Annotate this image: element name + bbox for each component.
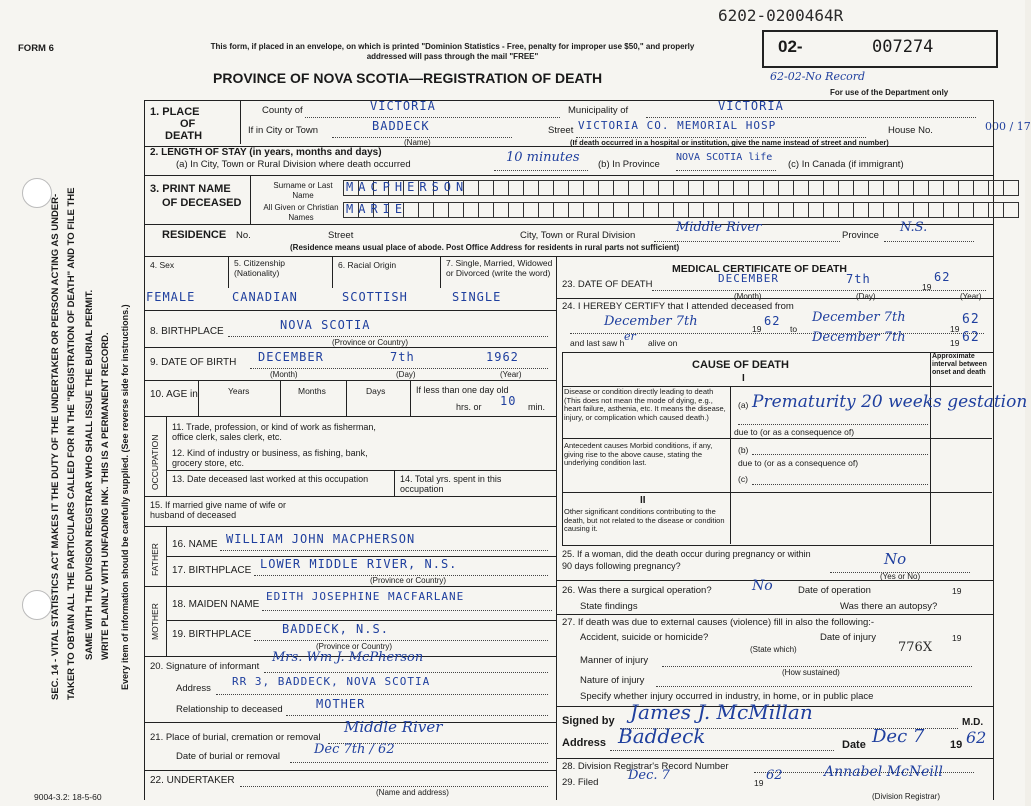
label-antecedent: Antecedent causes Morbid conditions, if any, giving rise to the above cause, stating the underlying condition last. [564,441,713,467]
label-months: Months [298,386,326,396]
mother-maiden-value: EDITH JOSEPHINE MACFARLANE [266,590,465,603]
label-municipality: Municipality of [568,105,629,116]
top-handwritten-number: 6202-0200464R [718,6,844,25]
given-value: MARIE [346,202,408,216]
label-of: OF [180,118,196,130]
label-filed: 29. Filed [562,777,599,788]
label-place: 1. PLACE [150,106,200,118]
label-how: (How sustained) [782,668,840,677]
label-name-address: (Name and address) [376,788,449,797]
label-signed-by: Signed by [562,715,615,727]
label-due-to-b: due to (or as a consequence of) [738,458,859,468]
registration-note: 62-02-No Record [770,70,866,83]
label-in-province: (b) In Province [598,159,660,170]
punch-hole-top [22,178,52,208]
manner-code: 776X [898,640,933,655]
street-value: VICTORIA CO. MEMORIAL HOSP [578,119,777,132]
label-md: M.D. [962,717,984,728]
attended-from-year: 62 [764,314,781,328]
label-marital: 7. Single, Married, Widowed or Divorced (write the word) [446,258,553,278]
father-birth-value: LOWER MIDDLE RIVER, N.S. [260,557,458,571]
relationship-value: MOTHER [316,697,366,711]
death-day-value: 7th [846,272,871,286]
roman-two: II [640,495,646,506]
label-burial-date: Date of burial or removal [176,751,281,762]
label-informant: 20. Signature of informant [150,661,260,672]
medical-title: MEDICAL CERTIFICATE OF DEATH [672,263,847,275]
sign-date-value: Dec 7 [872,726,925,747]
county-value: VICTORIA [370,99,436,113]
dob-day-value: 7th [390,350,415,364]
label-date-death: 23. DATE OF DEATH [562,279,653,290]
label-mother-maiden: 18. MAIDEN NAME [172,599,260,610]
label-mother: MOTHER [150,603,160,640]
envelope-note: This form, if placed in an envelope, on which is printed "Dominion Statistics - Free, penalty for improper use $50," and properly addressed will pass through the mail "FREE" [210,42,695,61]
print-code: 9004-3.2: 18-5-60 [34,792,102,802]
label-death-year: (Year) [960,292,982,301]
label-in-city: (a) In City, Town or Rural Division where death occurred [176,159,411,170]
label-yes-no: (Yes or No) [880,572,921,581]
dob-month-value: DECEMBER [258,350,324,364]
surname-value: MACPHERSON [346,180,469,194]
label-years: Years [228,386,250,396]
registrar-signature: Annabel McNeill [824,764,943,780]
label-death: DEATH [165,130,203,142]
label-father: FATHER [150,543,160,576]
informant-address-value: RR 3, BADDECK, NOVA SCOTIA [232,675,431,688]
label-last-19: 19 [950,338,960,348]
label-trade: 11. Trade, profession, or kind of work as fisherman, office clerk, sales clerk, etc. [172,422,376,442]
label-informant-address: Address [176,683,211,694]
label-op-19: 19 [952,586,962,596]
surgical-value: No [752,578,773,594]
sex-value: FEMALE [146,290,196,304]
label-date-injury: Date of injury [820,632,876,643]
label-father-name: 16. NAME [172,539,218,550]
dept-use-note: For use of the Department only [830,88,949,97]
citizenship-value: CANADIAN [232,290,298,304]
roman-one: I [742,373,745,384]
label-length-stay: 2. LENGTH OF STAY (in years, months and days) [150,147,382,158]
label-less-day: If less than one day old [416,385,509,395]
residence-note: (Residence means usual place of abode. Post Office Address for residents in rural parts not sufficient) [290,243,680,252]
label-birthplace: 8. BIRTHPLACE [150,326,224,337]
label-print-name: 3. PRINT NAME [150,183,231,195]
city-value: BADDECK [372,119,430,133]
label-city-rural: City, Town or Rural Division [520,230,636,241]
attended-from-value: December 7th [604,314,698,329]
label-state-which: (State which) [750,645,797,654]
side-note-4: WRITE PLAINLY WITH UNFADING INK. THIS IS A PERMANENT RECORD. [100,332,111,660]
label-other-sig: Other significant conditions contributing to the death, but not related to the disease or condition causing it. [564,507,725,533]
res-city-value: Middle River [676,220,762,235]
doctor-address-value: Baddeck [618,724,706,748]
label-alive-on: alive on [648,338,678,348]
burial-place-value: Middle River [344,718,443,736]
label-death-19: 19 [922,282,932,292]
sign-year-value: 62 [966,728,987,747]
label-div-record: 28. Division Registrar's Record Number [562,761,729,772]
side-note-1: SEC. 14 - VITAL STATISTICS ACT MAKES IT THE DUTY OF THE UNDERTAKER OR PERSON ACTING AS UNDER- [50,193,61,700]
label-specify: Specify whether injury occurred in industry, in home, or in public place [580,691,874,702]
hospital-note: (If death occurred in a hospital or institution, give the name instead of street and number) [570,138,889,147]
label-woman: 25. If a woman, did the death occur during pregnancy or within 90 days following pregnancy? [562,549,811,571]
label-no: No. [236,230,251,241]
label-from-19: 19 [752,324,762,334]
res-province-value: N.S. [900,220,928,235]
label-hrs: hrs. or [456,402,482,412]
municipality-value: VICTORIA [718,99,784,113]
form-number: FORM 6 [18,43,54,54]
label-mother-birth: 19. BIRTHPLACE [172,629,252,640]
label-surname: Surname or Last Name [273,181,333,200]
label-due-to-a: due to (or as a consequence of) [734,427,855,437]
label-burial-place: 21. Place of burial, cremation or removal [150,732,321,743]
cause-title: CAUSE OF DEATH [692,359,789,371]
registration-prefix: 02- [778,37,803,56]
filed-date-value: Dec. 7 [628,768,670,783]
label-last-worked: 13. Date deceased last worked at this occupation [172,474,369,484]
label-street: Street [548,125,574,136]
label-province: Province [842,230,879,241]
last-saw-suffix: er [624,330,636,343]
cause-a-value: Prematurity 20 weeks gestation [752,392,1028,412]
label-surgical: 26. Was there a surgical operation? [562,585,712,596]
label-undertaker: 22. UNDERTAKER [150,775,235,786]
label-doc-address: Address [562,737,607,749]
label-c: (c) [738,474,748,484]
label-dob: 9. DATE OF BIRTH [150,357,237,368]
label-death-day: (Day) [856,292,876,301]
dob-year-value: 1962 [486,350,519,364]
label-wife: 15. If married give name of wife or husband of deceased [150,500,287,520]
label-citizenship: 5. Citizenship (Nationality) [234,258,286,278]
death-month-value: DECEMBER [718,272,779,285]
birthplace-value: NOVA SCOTIA [280,318,371,332]
margin-mark: 000 / 17 [985,120,1031,133]
label-prov-country-19: (Province or Country) [316,642,393,651]
label-death-month: (Month) [734,292,762,301]
attended-to-value: December 7th [812,310,906,325]
label-sign-date: Date [842,739,866,751]
label-name-cap: (Name) [404,138,431,147]
label-manner: Manner of injury [580,655,649,666]
label-min: min. [528,402,546,412]
label-state-findings: State findings [580,601,638,612]
label-given: All Given or Christian Names [263,203,339,222]
label-occupation: OCCUPATION [150,434,160,490]
label-last-saw: and last saw h [570,338,625,348]
mother-birth-value: BADDECK, N.S. [282,622,389,636]
registration-number: 007274 [872,37,934,57]
label-certify: 24. I HEREBY CERTIFY that I attended deceased from [562,301,794,312]
label-house-no: House No. [888,125,933,136]
label-dob-month: (Month) [270,370,298,379]
attended-to-year: 62 [962,312,980,327]
label-autopsy: Was there an autopsy? [840,601,938,612]
marital-value: SINGLE [452,290,502,304]
stay-province-value: NOVA SCOTIA life [676,152,773,163]
father-name-value: WILLIAM JOHN MACPHERSON [226,532,416,546]
label-city-town: If in City or Town [248,125,319,136]
label-nature: Nature of injury [580,675,645,686]
label-total-yrs: 14. Total yrs. spent in this occupation [400,474,502,494]
label-external: 27. If death was due to external causes (violence) fill in also the following:- [562,617,875,628]
label-sex: 4. Sex [150,260,175,270]
death-year-value: 62 [934,270,951,284]
label-dob-day: (Day) [396,370,416,379]
filed-year-value: 62 [766,768,783,783]
label-date-op: Date of operation [798,585,871,596]
label-sign-19: 19 [950,739,963,751]
label-county: County of [262,105,303,116]
last-saw-date-value: December 7th [812,330,906,345]
burial-date-value: Dec 7th / 62 [314,742,395,757]
label-to: to [790,324,798,334]
label-div-registrar: (Division Registrar) [872,792,941,801]
approx-interval: Approximate interval between onset and death [932,353,987,376]
label-immediate: Disease or condition directly leading to death (This does not mean the mode of dying, e.g., heart failure, asthenia, etc. It means the disease, injury, or complication which caused death.) [564,387,726,422]
physician-signature: James J. McMillan [630,700,813,724]
age-min-value: 10 [500,394,517,408]
side-note-3: SAME WITH THE DIVISION REGISTRAR WHO SHALL ISSUE THE BURIAL PERMIT. [84,289,95,660]
label-to-19: 19 [950,324,960,334]
label-racial: 6. Racial Origin [338,260,397,270]
label-in-canada: (c) In Canada (if immigrant) [788,159,904,170]
label-of-deceased: OF DECEASED [162,197,242,209]
stay-city-value: 10 minutes [506,150,580,165]
label-residence: RESIDENCE [162,229,227,241]
label-age: 10. AGE in [150,389,198,400]
label-b: (b) [738,445,749,455]
last-saw-year: 62 [962,330,980,345]
label-filed-19: 19 [754,778,764,788]
label-prov-country-8: (Province or Country) [332,338,409,347]
label-dob-year: (Year) [500,370,522,379]
form-title: PROVINCE OF NOVA SCOTIA—REGISTRATION OF DEATH [213,70,603,86]
label-inj-19: 19 [952,633,962,643]
label-prov-country-17: (Province or Country) [370,576,447,585]
informant-signature: Mrs. Wm J. McPherson [272,650,424,665]
label-accident: Accident, suicide or homicide? [580,632,709,643]
racial-value: SCOTTISH [342,290,408,304]
side-note-2: TAKER TO OBTAIN ALL THE PARTICULARS CALLED FOR IN THE "REGISTRATION OF DEATH" AND TO FILE THE [66,187,77,700]
given-boxes [343,202,1018,218]
label-a: (a) [738,400,749,410]
punch-hole-bottom [22,590,52,620]
label-days: Days [366,386,386,396]
pregnancy-value: No [884,550,907,568]
label-industry: 12. Kind of industry or business, as fishing, bank, grocery store, etc. [172,448,368,468]
side-note-5: Every item of information should be carefully supplied. (See reverse side for instructions.) [120,304,130,690]
label-street-res: Street [328,230,354,241]
label-father-birth: 17. BIRTHPLACE [172,565,252,576]
label-relationship: Relationship to deceased [176,704,283,715]
